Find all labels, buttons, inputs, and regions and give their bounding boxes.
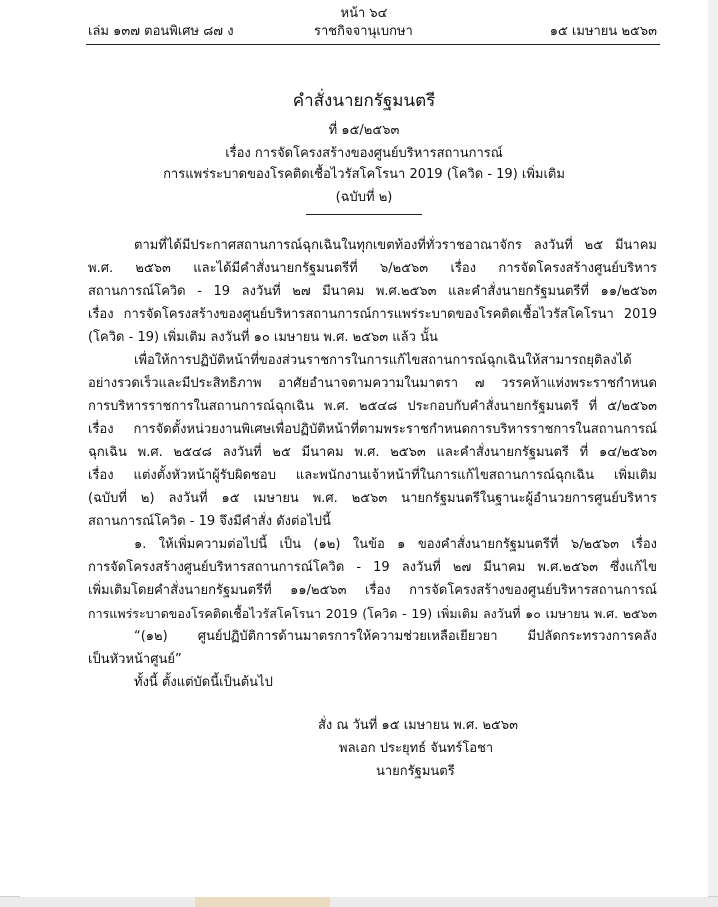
subject-line-2: การแพร่ระบาดของโรคติดเชื้อไวรัสโคโรนา 2019 (โควิด - 19) เพิ่มเติม [163,167,565,182]
body-line: เรื่อง แต่งตั้งหัวหน้าผู้รับผิดชอบ และพนักงานเจ้าหน้าที่ในการแก้ไขสถานการณ์ฉุกเฉิน เพิ่มเติม [88,468,657,483]
signature-date: สั่ง ณ วันที่ ๑๕ เมษายน พ.ศ. ๒๕๖๓ [318,718,519,733]
body-line: เป็นหัวหน้าศูนย์” [88,652,182,667]
viewer-scrollbar[interactable] [707,0,718,907]
header-rule [86,44,660,45]
body-line: (โควิด - 19) เพิ่มเติม ลงวันที่ ๑๐ เมษายน พ.ศ. ๒๕๖๓ แล้ว นั้น [88,330,438,345]
body-line: ทั้งนี้ ตั้งแต่บัดนี้เป็นต้นไป [134,675,273,690]
viewer-left-margin [0,0,20,907]
body-line: พ.ศ. ๒๕๖๓ และได้มีคำสั่งนายกรัฐมนตรีที่ ๖/๒๕๖๓ เรื่อง การจัดโครงสร้างศูนย์บริหาร [88,261,657,276]
body-line: เรื่อง การจัดโครงสร้างของศูนย์บริหารสถานการณ์การแพร่ระบาดของโรคติดเชื้อไวรัสโคโรนา 2019 [88,307,657,322]
body-line: สถานการณ์โควิด - 19 ลงวันที่ ๒๗ มีนาคม พ.ศ.๒๕๖๓ และคำสั่งนายกรัฐมนตรีที่ ๑๑/๒๕๖๓ [88,284,657,299]
gazette-volume: เล่ม ๑๓๗ ตอนพิเศษ ๘๗ ง [88,24,234,39]
body-line: เพื่อให้การปฏิบัติหน้าที่ของส่วนราชการในการแก้ไขสถานการณ์ฉุกเฉินให้สามารถยุติลงได้ [134,353,632,368]
document-title: คำสั่งนายกรัฐมนตรี [292,91,436,111]
body-line: (ฉบับที่ ๒) ลงวันที่ ๑๕ เมษายน พ.ศ. ๒๕๖๓ นายกรัฐมนตรีในฐานะผู้อำนวยการศูนย์บริหาร [88,491,657,506]
signature-name: พลเอก ประยุทธ์ จันทร์โอชา [339,741,494,756]
gazette-name: ราชกิจจานุเบกษา [314,24,413,39]
body-line: ๑. ให้เพิ่มความต่อไปนี้ เป็น (๑๒) ในข้อ ๑ ของคำสั่งนายกรัฐมนตรีที่ ๖/๒๕๖๓ เรื่อง [134,537,657,552]
body-line: อย่างรวดเร็วและมีประสิทธิภาพ อาศัยอำนาจตามความในมาตรา ๗ วรรคห้าแห่งพระราชกำหนด [88,376,657,391]
signature-position: นายกรัฐมนตรี [376,764,455,779]
body-line: การแพร่ระบาดของโรคติดเชื้อไวรัสโคโรนา 2019 (โควิด - 19) เพิ่มเติม ลงวันที่ ๑๐ เมษายน พ.ศ. ๒๕๖๓ [88,606,657,621]
body-line: เรื่อง การจัดตั้งหน่วยงานพิเศษเพื่อปฏิบัติหน้าที่ตามพระราชกำหนดการบริหารราชการในสถานการณ์ [88,422,657,437]
body-line: ฉุกเฉิน พ.ศ. ๒๕๔๘ ลงวันที่ ๒๕ มีนาคม พ.ศ. ๒๕๖๓ และคำสั่งนายกรัฐมนตรี ที่ ๑๔/๒๕๖๓ [88,445,657,460]
gazette-date: ๑๕ เมษายน ๒๕๖๓ [549,24,657,39]
body-line: การบริหารราชการในสถานการณ์ฉุกเฉิน พ.ศ. ๒๕๔๘ ประกอบกับคำสั่งนายกรัฐมนตรี ที่ ๕/๒๕๖๓ [88,399,657,414]
document-page [20,0,708,897]
body-line: สถานการณ์โควิด - 19 จึงมีคำสั่ง ดังต่อไปนี้ [88,514,331,529]
subject-line-1: เรื่อง การจัดโครงสร้างของศูนย์บริหารสถานการณ์ [225,146,503,161]
order-number: ที่ ๑๕/๒๕๖๓ [328,123,400,138]
body-line: การจัดโครงสร้างศูนย์บริหารสถานการณ์โควิด - 19 ลงวันที่ ๒๗ มีนาคม พ.ศ.๒๕๖๓ ซึ่งแก้ไข [88,560,657,575]
body-line: ตามที่ได้มีประกาศสถานการณ์ฉุกเฉินในทุกเขตท้องที่ทั่วราชอาณาจักร ลงวันที่ ๒๕ มีนาคม [134,238,657,253]
title-rule [306,214,422,215]
viewer-bottom-tab[interactable] [195,897,330,907]
body-line: “(๑๒) ศูนย์ปฏิบัติการด้านมาตรการให้ความช่วยเหลือเยียวยา มีปลัดกระทรวงการคลัง [134,629,657,644]
body-line: เพิ่มเติมโดยคำสั่งนายกรัฐมนตรีที่ ๑๑/๒๕๖๓ เรื่อง การจัดโครงสร้างของศูนย์บริหารสถานการณ์ [88,583,657,598]
page-number: หน้า ๖๔ [340,6,388,21]
viewer-bottom-bar [0,896,718,907]
subject-line-3: (ฉบับที่ ๒) [335,190,393,205]
